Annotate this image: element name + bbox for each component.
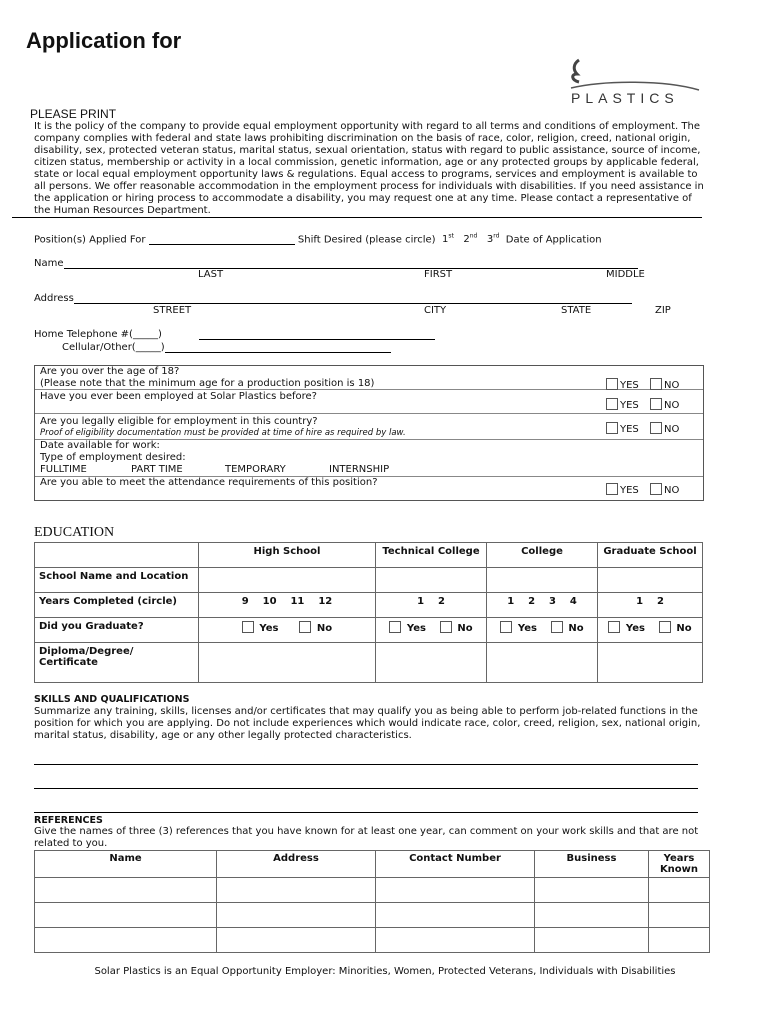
checkbox-icon[interactable] [650, 422, 662, 434]
checkbox-icon[interactable] [606, 378, 618, 390]
address-label: Address [34, 293, 74, 304]
ref-cell[interactable] [649, 878, 710, 903]
grad-college[interactable]: Yes No [487, 618, 598, 643]
edu-cell[interactable] [199, 568, 376, 593]
ref-cell[interactable] [535, 903, 649, 928]
name-middle-label: MIDDLE [606, 269, 645, 280]
ref-cell[interactable] [35, 878, 217, 903]
edu-col-graduate: Graduate School [598, 543, 703, 568]
type-parttime[interactable]: PART TIME [131, 464, 183, 475]
skills-line[interactable] [34, 764, 698, 765]
references-table [34, 850, 710, 953]
skills-line[interactable] [34, 788, 698, 789]
company-logo [565, 56, 705, 112]
shift-1[interactable]: 1st [441, 233, 454, 246]
edu-row-years: Years Completed (circle) [35, 593, 199, 618]
edu-row-school-name: School Name and Location [35, 568, 199, 593]
edu-cell[interactable] [598, 568, 703, 593]
years-tech[interactable]: 1 2 [376, 593, 487, 618]
years-college[interactable]: 1 2 3 4 [487, 593, 598, 618]
edu-col-technical: Technical College [376, 543, 487, 568]
policy-text: It is the policy of the company to provide equal employment opportunity with regard to all terms and conditions of employment. The company complies with federal and state laws prohibiting discrimination on the basis of race, color, religion, creed, national origin, disability, sex, protected veteran status, marital status, sexual orientation, status with regard to public assistance, source of income, citizen status, membership or activity in a local commission, genetic information, age or any protected groups by applicable federal, state or local equal employment opportunity laws & regulations. Equal access to programs, services and employment is available to all persons. We offer reasonable accommodation in the employment process for individuals with disabilities. If you need assistance in the application or hiring process to accommodate a disability, you may request one at any time. Please contact a representative of the Human Resources Department. [34, 121, 704, 216]
table-row [35, 903, 710, 928]
divider [12, 217, 702, 218]
ref-cell[interactable] [535, 878, 649, 903]
position-field[interactable] [149, 244, 295, 245]
checkbox-icon[interactable] [551, 621, 563, 633]
cell-phone-row [62, 342, 391, 353]
grad-tech[interactable]: Yes No [376, 618, 487, 643]
cell-phone-label: Cellular/Other(_____) [62, 342, 165, 353]
references-text: Give the names of three (3) references that you have known for at least one year, can comment on your work skills and that are not related to you. [34, 826, 699, 849]
home-phone-row [34, 329, 435, 340]
shift-3[interactable]: 3rd [486, 233, 500, 246]
ref-col-name: Name [35, 851, 217, 878]
ref-cell[interactable] [649, 903, 710, 928]
type-internship[interactable]: INTERNSHIP [329, 464, 390, 475]
ref-col-years: Years Known [649, 851, 710, 878]
skills-line[interactable] [34, 812, 698, 813]
home-phone-label: Home Telephone #(_____) [34, 329, 162, 340]
footer-text: Solar Plastics is an Equal Opportunity Employer: Minorities, Women, Protected Veterans, Individuals with Disabilities [94, 966, 676, 977]
q-attendance: Are you able to meet the attendance requirements of this position? [40, 477, 378, 488]
q-age-yes[interactable]: YES [606, 378, 639, 391]
years-hs[interactable]: 9 10 11 12 [199, 593, 376, 618]
checkbox-icon[interactable] [606, 483, 618, 495]
type-fulltime[interactable]: FULLTIME [40, 464, 87, 475]
name-row [34, 258, 638, 269]
name-label: Name [34, 258, 64, 269]
ref-col-contact: Contact Number [376, 851, 535, 878]
checkbox-icon[interactable] [659, 621, 671, 633]
q-employed-yes[interactable]: YES [606, 398, 639, 411]
edu-cell[interactable] [376, 643, 487, 683]
shift-label: Shift Desired (please circle) [297, 234, 436, 246]
grad-hs[interactable]: Yes No [199, 618, 376, 643]
date-of-application-label: Date of Application [505, 234, 602, 246]
q-employed-no[interactable]: NO [650, 398, 679, 411]
home-phone-field[interactable] [199, 339, 435, 340]
checkbox-icon[interactable] [500, 621, 512, 633]
please-print-label: PLEASE PRINT [30, 107, 117, 121]
table-row [35, 928, 710, 953]
references-heading: REFERENCES [34, 815, 103, 826]
name-field[interactable] [64, 268, 638, 269]
edu-cell[interactable] [487, 568, 598, 593]
skills-heading: SKILLS AND QUALIFICATIONS [34, 694, 190, 705]
shift-2[interactable]: 2nd [463, 233, 478, 246]
checkbox-icon[interactable] [606, 398, 618, 410]
checkbox-icon[interactable] [650, 378, 662, 390]
q-eligible-no[interactable]: NO [650, 422, 679, 435]
ref-col-business: Business [535, 851, 649, 878]
years-grad[interactable]: 1 2 [598, 593, 703, 618]
address-field[interactable] [74, 303, 632, 304]
ref-cell[interactable] [376, 928, 535, 953]
addr-state-label: STATE [561, 305, 592, 316]
ref-col-address: Address [217, 851, 376, 878]
addr-street-label: STREET [153, 305, 192, 316]
ref-cell[interactable] [35, 903, 217, 928]
q-eligible: Are you legally eligible for employment in this country? [40, 416, 318, 427]
addr-zip-label: ZIP [655, 305, 671, 316]
ref-cell[interactable] [649, 928, 710, 953]
ref-cell[interactable] [35, 928, 217, 953]
position-row [34, 233, 602, 245]
edu-col-college: College [487, 543, 598, 568]
checkbox-icon[interactable] [242, 621, 254, 633]
address-row [34, 293, 632, 304]
date-available-label: Date available for work: [40, 440, 160, 451]
q-employed-before: Have you ever been employed at Solar Plastics before? [40, 391, 317, 402]
edu-cell[interactable] [376, 568, 487, 593]
q-age-no[interactable]: NO [650, 378, 679, 391]
ref-cell[interactable] [376, 903, 535, 928]
edu-row-graduate: Did you Graduate? [35, 618, 199, 643]
ref-cell[interactable] [535, 928, 649, 953]
education-table [34, 542, 703, 683]
type-temporary[interactable]: TEMPORARY [225, 464, 286, 475]
q-eligible-yes[interactable]: YES [606, 422, 639, 435]
table-row [35, 878, 710, 903]
education-heading: EDUCATION [34, 525, 115, 540]
checkbox-icon[interactable] [606, 422, 618, 434]
q-age-line1: Are you over the age of 18? [40, 366, 180, 377]
employment-type-label: Type of employment desired: [40, 452, 186, 463]
checkbox-icon[interactable] [650, 398, 662, 410]
grad-graduate[interactable]: Yes No [598, 618, 703, 643]
logo-text: PLASTICS [571, 90, 679, 106]
checkbox-icon[interactable] [608, 621, 620, 633]
q-age-line2: (Please note that the minimum age for a production position is 18) [40, 378, 375, 389]
skills-text: Summarize any training, skills, licenses and/or certificates that may qualify you as being able to perform job-related functions in the position for which you are applying. Do not include experiences which would indicate race, color, creed, religion, sex, national origin, marital status, disability, age or any other legally protected characteristics. [34, 706, 701, 741]
edu-cell[interactable] [598, 643, 703, 683]
edu-cell[interactable] [199, 643, 376, 683]
checkbox-icon[interactable] [299, 621, 311, 633]
ref-cell[interactable] [217, 878, 376, 903]
ref-cell[interactable] [217, 928, 376, 953]
cell-phone-field[interactable] [165, 352, 391, 353]
edu-row-diploma: Diploma/Degree/ Certificate [35, 643, 199, 683]
ref-cell[interactable] [217, 903, 376, 928]
edu-cell[interactable] [487, 643, 598, 683]
q-attendance-no[interactable]: NO [650, 483, 679, 496]
addr-city-label: CITY [424, 305, 447, 316]
checkbox-icon[interactable] [440, 621, 452, 633]
position-label: Position(s) Applied For [34, 234, 146, 246]
checkbox-icon[interactable] [650, 483, 662, 495]
edu-col-highschool: High School [199, 543, 376, 568]
checkbox-icon[interactable] [389, 621, 401, 633]
q-attendance-yes[interactable]: YES [606, 483, 639, 496]
page-title: Application for [26, 28, 182, 53]
name-first-label: FIRST [424, 269, 453, 280]
q-eligible-note: Proof of eligibility documentation must be provided at time of hire as required by law. [40, 428, 406, 438]
name-last-label: LAST [198, 269, 224, 280]
ref-cell[interactable] [376, 878, 535, 903]
